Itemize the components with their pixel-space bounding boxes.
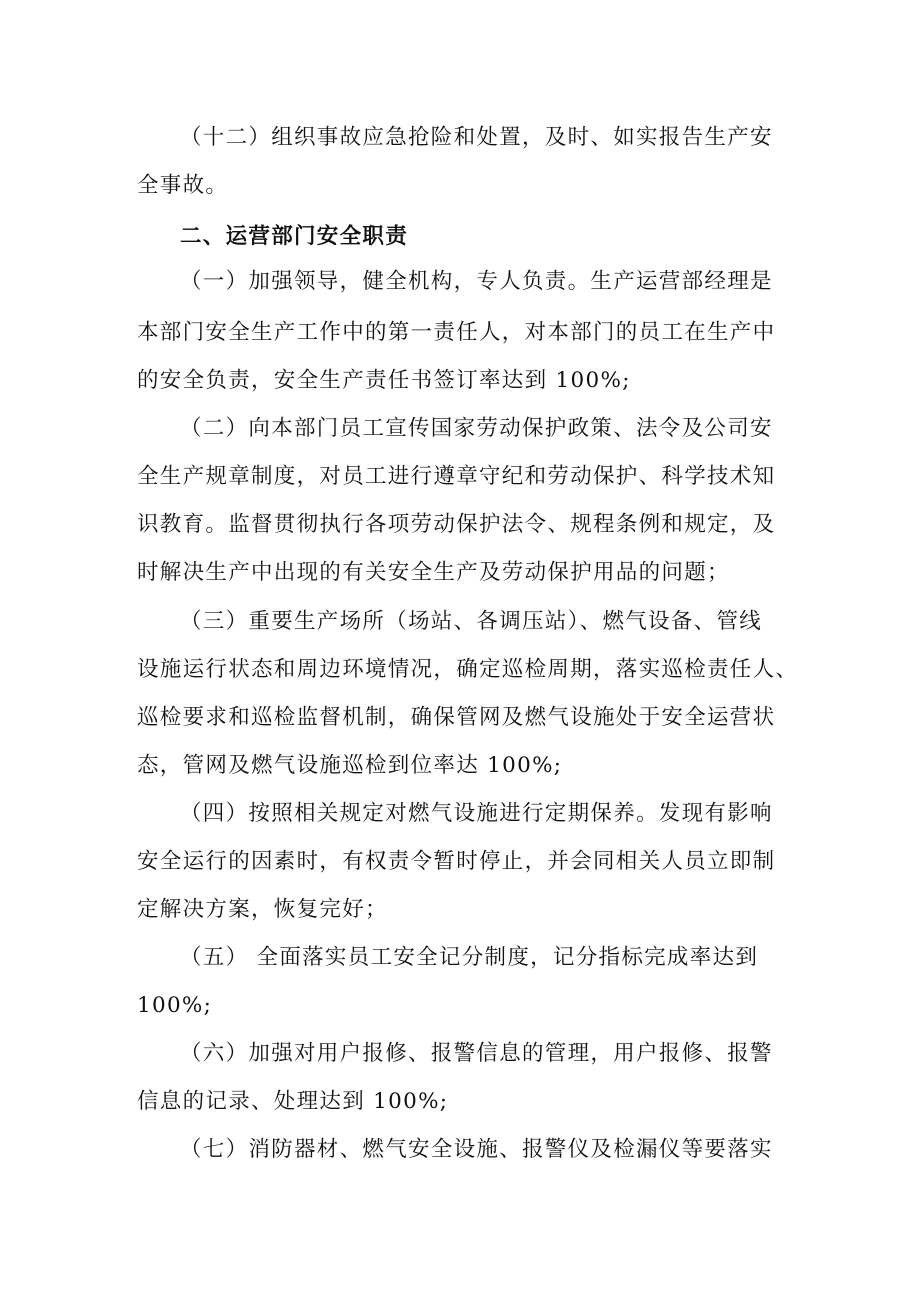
text-line: 信息的记录、处理达到 100%; <box>137 1089 449 1114</box>
text-line: 全事故。 <box>137 173 229 198</box>
text-line: 100%; <box>137 993 213 1018</box>
text-line: （二）向本部门员工宣传国家劳动保护政策、法令及公司安 <box>180 416 773 441</box>
text-line: （十二）组织事故应急抢险和处置，及时、如实报告生产安 <box>180 125 773 150</box>
text-line: 本部门安全生产工作中的第一责任人，对本部门的员工在生产中 <box>137 320 776 345</box>
text-line: 巡检要求和巡检监督机制，确保管网及燃气设施处于安全运营状 <box>137 705 776 730</box>
text-line: 识教育。监督贯彻执行各项劳动保护法令、规程条例和规定，及 <box>137 512 776 537</box>
text-line: （五） 全面落实员工安全记分制度，记分指标完成率达到 <box>180 945 759 970</box>
section-heading: 二、运营部门安全职责 <box>180 224 409 249</box>
text-line: （三）重要生产场所（场站、各调压站）、燃气设备、管线 <box>180 609 763 634</box>
text-line: 的安全负责，安全生产责任书签订率达到 100%; <box>137 368 631 393</box>
text-line: 态，管网及燃气设施巡检到位率达 100%; <box>137 753 563 778</box>
text-line: 定解决方案，恢复完好； <box>137 897 388 922</box>
text-line: 全生产规章制度，对员工进行遵章守纪和劳动保护、科学技术知 <box>137 464 776 489</box>
text-line: 安全运行的因素时，有权责令暂时停止，并会同相关人员立即制 <box>137 849 776 874</box>
text-line: （七）消防器材、燃气安全设施、报警仪及检漏仪等要落实 <box>180 1137 773 1162</box>
text-line: （四）按照相关规定对燃气设施进行定期保养。发现有影响 <box>180 801 773 826</box>
text-line: 时解决生产中出现的有关安全生产及劳动保护用品的问题； <box>137 560 730 585</box>
text-line: （一）加强领导，健全机构，专人负责。生产运营部经理是 <box>180 269 773 294</box>
text-line: （六）加强对用户报修、报警信息的管理，用户报修、报警 <box>180 1041 773 1066</box>
text-line: 设施运行状态和周边环境情况，确定巡检周期，落实巡检责任人、 <box>137 657 799 682</box>
